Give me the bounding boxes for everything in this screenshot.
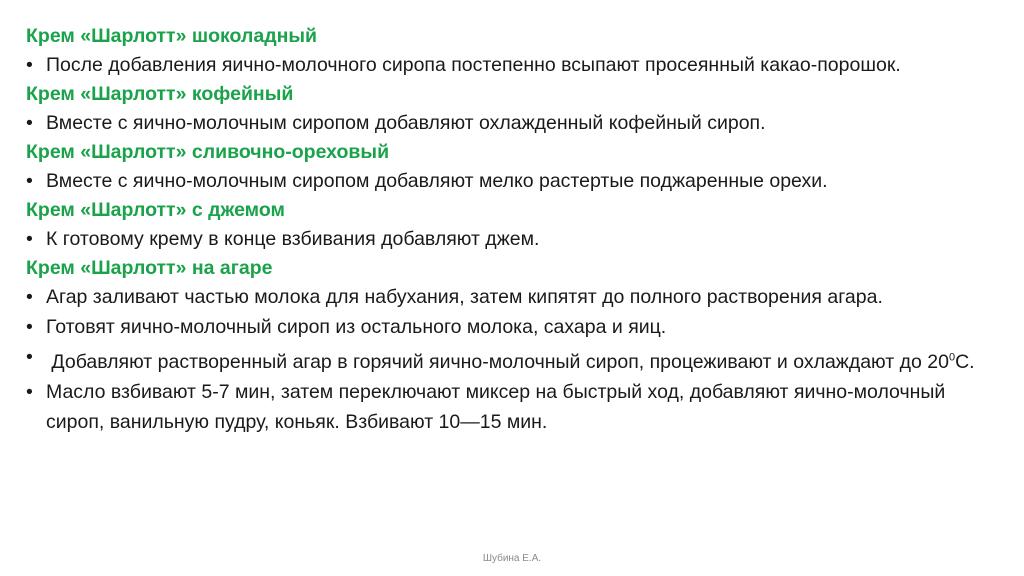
bullet-text: К готовому крему в конце взбивания добавляют джем. <box>46 228 540 250</box>
bullet-text-main: Добавляют растворенный агар в горячий яично-молочный сироп, процеживают и охлаждают до 20 <box>51 350 949 373</box>
bullet-text: Вместе с яично-молочным сиропом добавляют мелко растертые поджаренные орехи. <box>46 170 828 192</box>
bullet-icon: • <box>26 54 33 76</box>
bullet-icon: • <box>26 316 33 338</box>
section-heading-chocolate: Крем «Шарлотт» шоколадный <box>26 25 317 47</box>
slide-content <box>26 22 1001 437</box>
section-heading-cream-nut: Крем «Шарлотт» сливочно-ореховый <box>26 141 390 163</box>
bullet-item <box>26 166 1001 196</box>
bullet-icon: • <box>26 346 33 368</box>
bullet-item <box>26 377 1001 437</box>
bullet-text: Агар заливают частью молока для набухания, затем кипятят до полного растворения агара. <box>46 286 883 308</box>
bullet-icon: • <box>26 286 33 308</box>
bullet-item <box>26 282 1001 312</box>
bullet-icon: • <box>26 112 33 134</box>
section-heading-coffee: Крем «Шарлотт» кофейный <box>26 83 294 105</box>
bullet-text: Вместе с яично-молочным сиропом добавляют охлажденный кофейный сироп. <box>46 112 766 134</box>
bullet-item <box>26 108 1001 138</box>
bullet-text <box>46 351 975 373</box>
section-heading-jam: Крем «Шарлотт» с джемом <box>26 199 285 221</box>
bullet-text: Масло взбивают 5-7 мин, затем переключают миксер на быстрый ход, добавляют яично-молочный сироп, ванильную пудру, коньяк. Взбивают 10—15 мин. <box>46 380 946 433</box>
section-heading-agar: Крем «Шарлотт» на агаре <box>26 257 273 279</box>
bullet-text: Готовят яично-молочный сироп из остального молока, сахара и яиц. <box>46 316 667 338</box>
bullet-icon: • <box>26 380 33 403</box>
bullet-item <box>26 50 1001 80</box>
bullet-item <box>26 342 1001 377</box>
degree-unit: С. <box>955 350 975 373</box>
bullet-item <box>26 224 1001 254</box>
bullet-icon: • <box>26 170 33 192</box>
bullet-text: После добавления яично-молочного сиропа постепенно всыпают просеянный какао-порошок. <box>46 54 901 76</box>
footer-author: Шубина Е.А. <box>482 553 542 564</box>
bullet-item <box>26 312 1001 342</box>
bullet-icon: • <box>26 228 33 250</box>
degree-superscript: 0 <box>948 351 956 363</box>
